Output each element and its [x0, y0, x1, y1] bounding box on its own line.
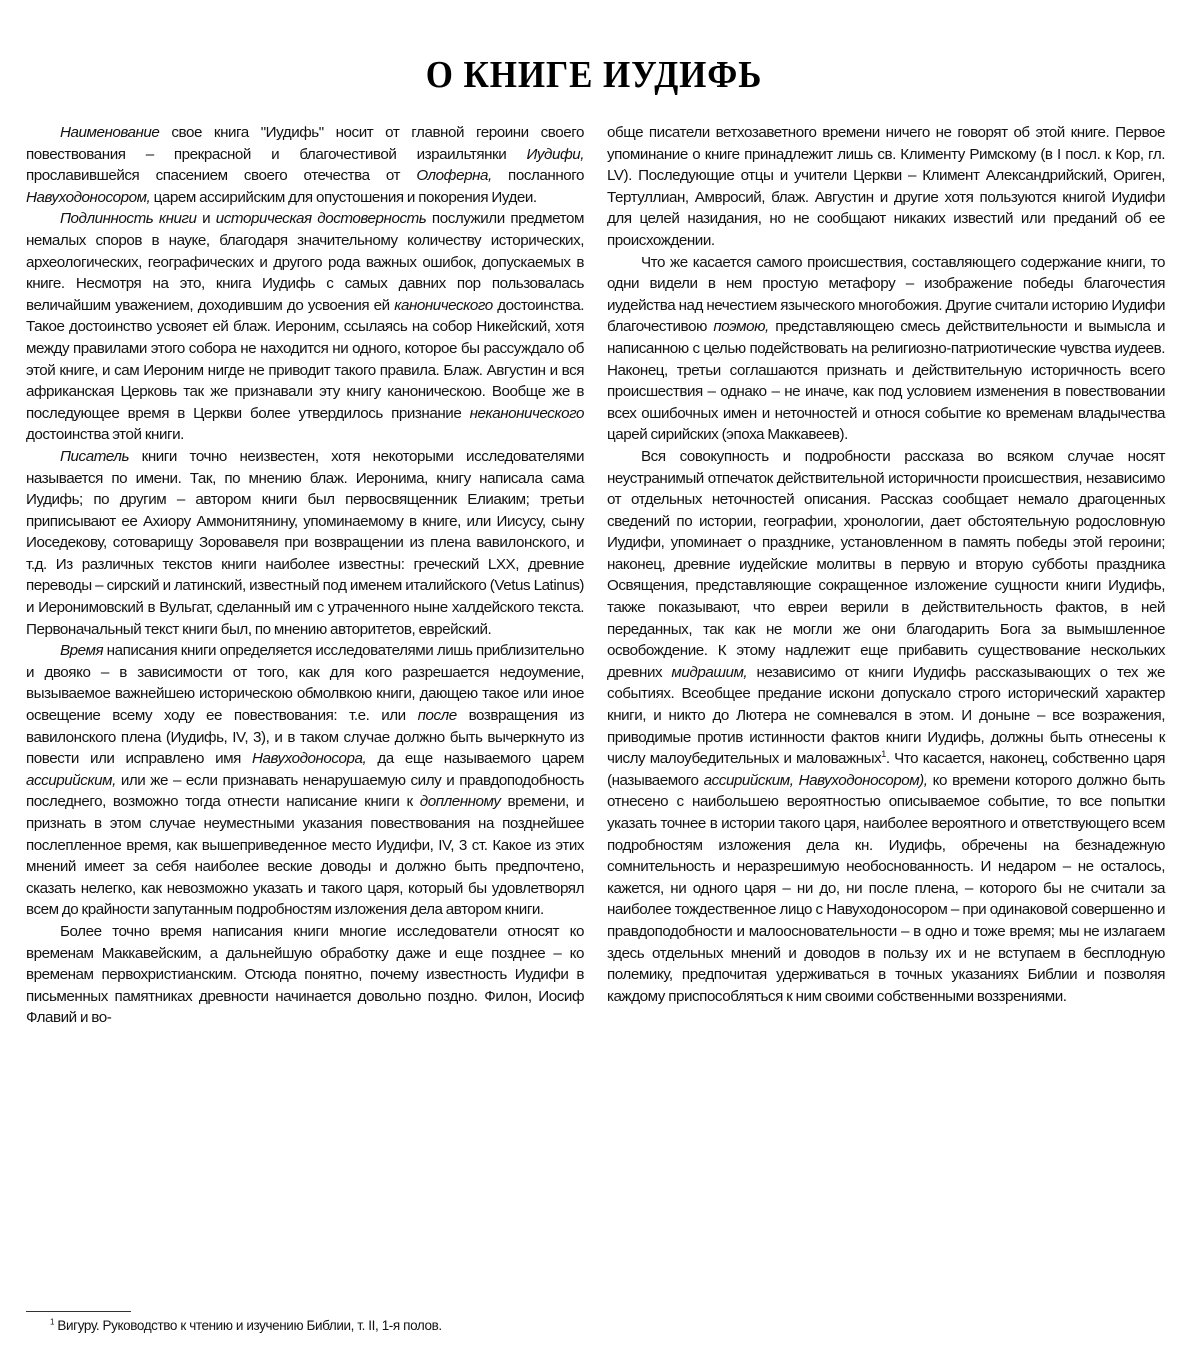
text-run: посланного	[491, 167, 584, 185]
emphasis: неканонического	[469, 404, 584, 422]
emphasis: поэмою,	[713, 318, 769, 336]
text-run: да еще называемого царем	[366, 750, 584, 768]
paragraph	[26, 640, 584, 921]
text-run: прославившейся спасением своего отечества от	[26, 167, 417, 185]
text-run: независимо от книги Иудифь рассказывающих о тех же событиях. Всеобщее предание искони допускало строго исторический характер книги, и никто до Лютера не сомневался в этом. И доныне – все возражения, приводимые против истинности фактов книги Иудифь, должны быть отнесены к числу малоубедительных и маловажных	[607, 663, 1165, 768]
text-run: обще писатели ветхозаветного времени ничего не говорят об этой книге. Первое упоминание о книге принадлежит лишь св. Клименту Римскому (в I посл. к Кор, гл. LV). Последующие отцы и учители Церкви – Климент Александрийский, Ориген, Тертуллиан, Амвросий, блаж. Августин и другие хотя пользуются книгой Иудифи для целей назидания, но не сообщают никаких известий или преданий об ее происхождении.	[607, 124, 1165, 249]
text-run: Более точно время написания книги многие исследователи относят ко временам Маккавейским, а дальнейшую обработку даже и еще позднее – ко временам первохристианским. Отсюда понятно, почему известность Иудифи в письменных памятниках древности начинается довольно поздно. Филон, Иосиф Флавий и во-	[26, 922, 584, 1027]
footnote	[50, 1318, 442, 1333]
emphasis: Время	[60, 642, 104, 660]
paragraph	[26, 208, 584, 446]
text-run: написания книги определяется исследователями лишь приблизительно и двояко – в зависимости от того, как для кого разрешается недоумение, вызываемое важнейшею историческою обмолвкою книги, дающею такое или иное освещение всему ходу ее повествования: т.е. или	[26, 642, 584, 725]
emphasis: историческая достоверность	[215, 210, 427, 228]
emphasis: после	[417, 707, 457, 725]
text-column-right	[607, 122, 1165, 1007]
footnote-reference: 1	[881, 749, 886, 760]
text-run: достоинства этой книги.	[26, 426, 184, 444]
text-run: времени, и признать в этом случае неуместными указания повествования на позднейшее послепленное время, как вышеприведенное место Иудифи, IV, 3 ст. Какое из этих мнений имеет за себя наиболее веские доводы и должно быть предпочтено, сказать нелегко, как невозможно указать и такого царя, который бы удовлетворял всем до крайности запутанным подробностям изложения дела автором книги.	[26, 793, 584, 919]
emphasis: канонического	[394, 296, 493, 314]
emphasis: мидрашим,	[671, 663, 748, 681]
paragraph	[26, 446, 584, 640]
paragraph	[607, 252, 1165, 446]
text-column-left	[26, 122, 584, 1029]
emphasis: Иудифи,	[526, 145, 584, 163]
emphasis: Наименование	[60, 124, 160, 141]
emphasis: Навуходоносора,	[251, 750, 367, 768]
text-run: Вся совокупность и подробности рассказа во всяком случае носят неустранимый отпечаток действительной историчности происшествия, независимо от отдельных неточностей описания. Рассказ сообщает немало драгоценных сведений по истории, географии, хронологии, дает обстоятельную родословную Иудифи, упоминает о празднике, установленном в память победы этой героини; наконец, древние иудейские молитвы в первую и вторую субботы праздника Освящения, представляющие сокращенное изложение сущности книги Иудифь, также показывают, что евреи верили в действительность фактов, в ней переданных, так как не могли же они благодарить Бога за вымышленное освобождение. К этому надлежит еще прибавить существование нескольких древних	[607, 447, 1165, 681]
paragraph	[607, 446, 1165, 1007]
emphasis: допленному	[419, 793, 501, 811]
paragraph	[26, 122, 584, 208]
emphasis: Навуходоносором,	[26, 188, 151, 206]
emphasis: Писатель	[60, 447, 130, 465]
page-title: О КНИГЕ ИУДИФЬ	[425, 54, 763, 97]
text-run: царем ассирийским для опустошения и покорения Иудеи.	[150, 188, 537, 206]
text-run: или же – если признавать ненарушаемую силу и правдоподобность последнего, возможно тогда отнести написание книги к	[26, 771, 584, 811]
paragraph	[607, 122, 1165, 252]
text-run: . Что касается, наконец, собственно царя (называемого	[607, 750, 1166, 789]
footnote-marker: 1	[50, 1317, 55, 1327]
text-run: книги точно неизвестен, хотя некоторыми исследователями называется по имени. Так, по мнению блаж. Иеронима, книгу написала сама Иудифь; по другим – автором книги был первосвященник Елиаким; третьи приписывают ее Ахиору Аммонитянину, упоминаемому в книге, или Иисусу, сыну Иоседекову, сотоварищу Зоровавеля при возвращении из плена вавилонского, и т.д. Из различных текстов книги наиболее известны: греческий LXX, древние переводы – сирский и латинский, известный под именем италийского (Vetus Latinus) и Иеронимовский в Вульгат, сделанный им с утраченного ныне халдейского текста. Первоначальный текст книги был, по мнению авторитетов, еврейский.	[26, 447, 584, 638]
emphasis: Олоферна,	[416, 167, 492, 185]
emphasis: ассирийским,	[26, 771, 116, 789]
emphasis: Подлинность книги	[60, 210, 197, 228]
text-run: послужили предметом немалых споров в науке, благодаря значительному количеству исторических, археологических, географических и другого рода важных ошибок, допускаемых в книге. Несмотря на это, книга Иудифь с самых давних пор пользовалась величайшим уважением, доходившим до усвоения ей	[26, 210, 584, 314]
emphasis: ассирийским, Навуходоносором),	[703, 771, 928, 789]
footnote-text: Вигуру. Руководство к чтению и изучению Библии, т. II, 1-я полов.	[57, 1318, 442, 1333]
text-run: ко времени которого должно быть отнесено с наибольшею вероятностью описываемое событие, то все попытки указать точнее в истории такого царя, наиболее вероятного и ответствующего всем подробностям изложения дела кн. Иудифь, обречены на безнадежную сомнительность и неразрешимую необоснованность. И недаром – не осталось, кажется, ни одного царя – ни до, ни после плена, – которого бы не считали за наиболее тождественное лицо с Навуходоносором – при одинаковой совершенно и правдоподобности и малоосновательности – в одно и тоже время; мы не излагаем здесь отдельных мнений и доводов в пользу их и не вступаем в бесплодную полемику, предпочитая удерживаться в точных указаниях Библии и позволяя каждому приспособляться к ним своими собственными воззрениями.	[607, 771, 1165, 1005]
text-run: и	[196, 210, 216, 228]
text-run: достоинства. Такое достоинство усвояет ей блаж. Иероним, ссылаясь на собор Никейский, хотя между правилами этого собора не находится ни одного, которое бы рассуждало об этой книге, и сам Иероним нигде не приводит такого правила. Блаж. Августин и вся африканская Церковь так же признавали эту книгу каноническою. Вообще же в последующее время в Церкви более утвердилось признание	[26, 296, 584, 422]
paragraph	[26, 921, 584, 1029]
footnote-divider	[26, 1311, 131, 1312]
text-run: представляющею смесь действительности и вымысла и написанною с целью подействовать на религиозно-патриотические чувства иудеев. Наконец, третьи соглашаются признать и действительную историчность всего происшествия – однако – не иначе, как под условием изменения в повествовании всех ошибочных имен и неточностей и относя событие ко временам владычества царей сирийских (эпоха Маккавеев).	[607, 318, 1165, 444]
text-run: Что же касается самого происшествия, составляющего содержание книги, то одни видели в нем простую метафору – изображение победы благочестия иудейства над нечестием языческого многобожия. Другие считали историю Иудифи благочестивою	[607, 253, 1165, 336]
text-run: свое книга "Иудифь" носит от главной героини своего повествования – прекрасной и благочестивой израильтянки	[26, 124, 584, 163]
text-run: возвращения из вавилонского плена (Иудифь, IV, 3), и в таком случае должно быть вычеркнуто из повести или исправлено имя	[26, 707, 584, 768]
